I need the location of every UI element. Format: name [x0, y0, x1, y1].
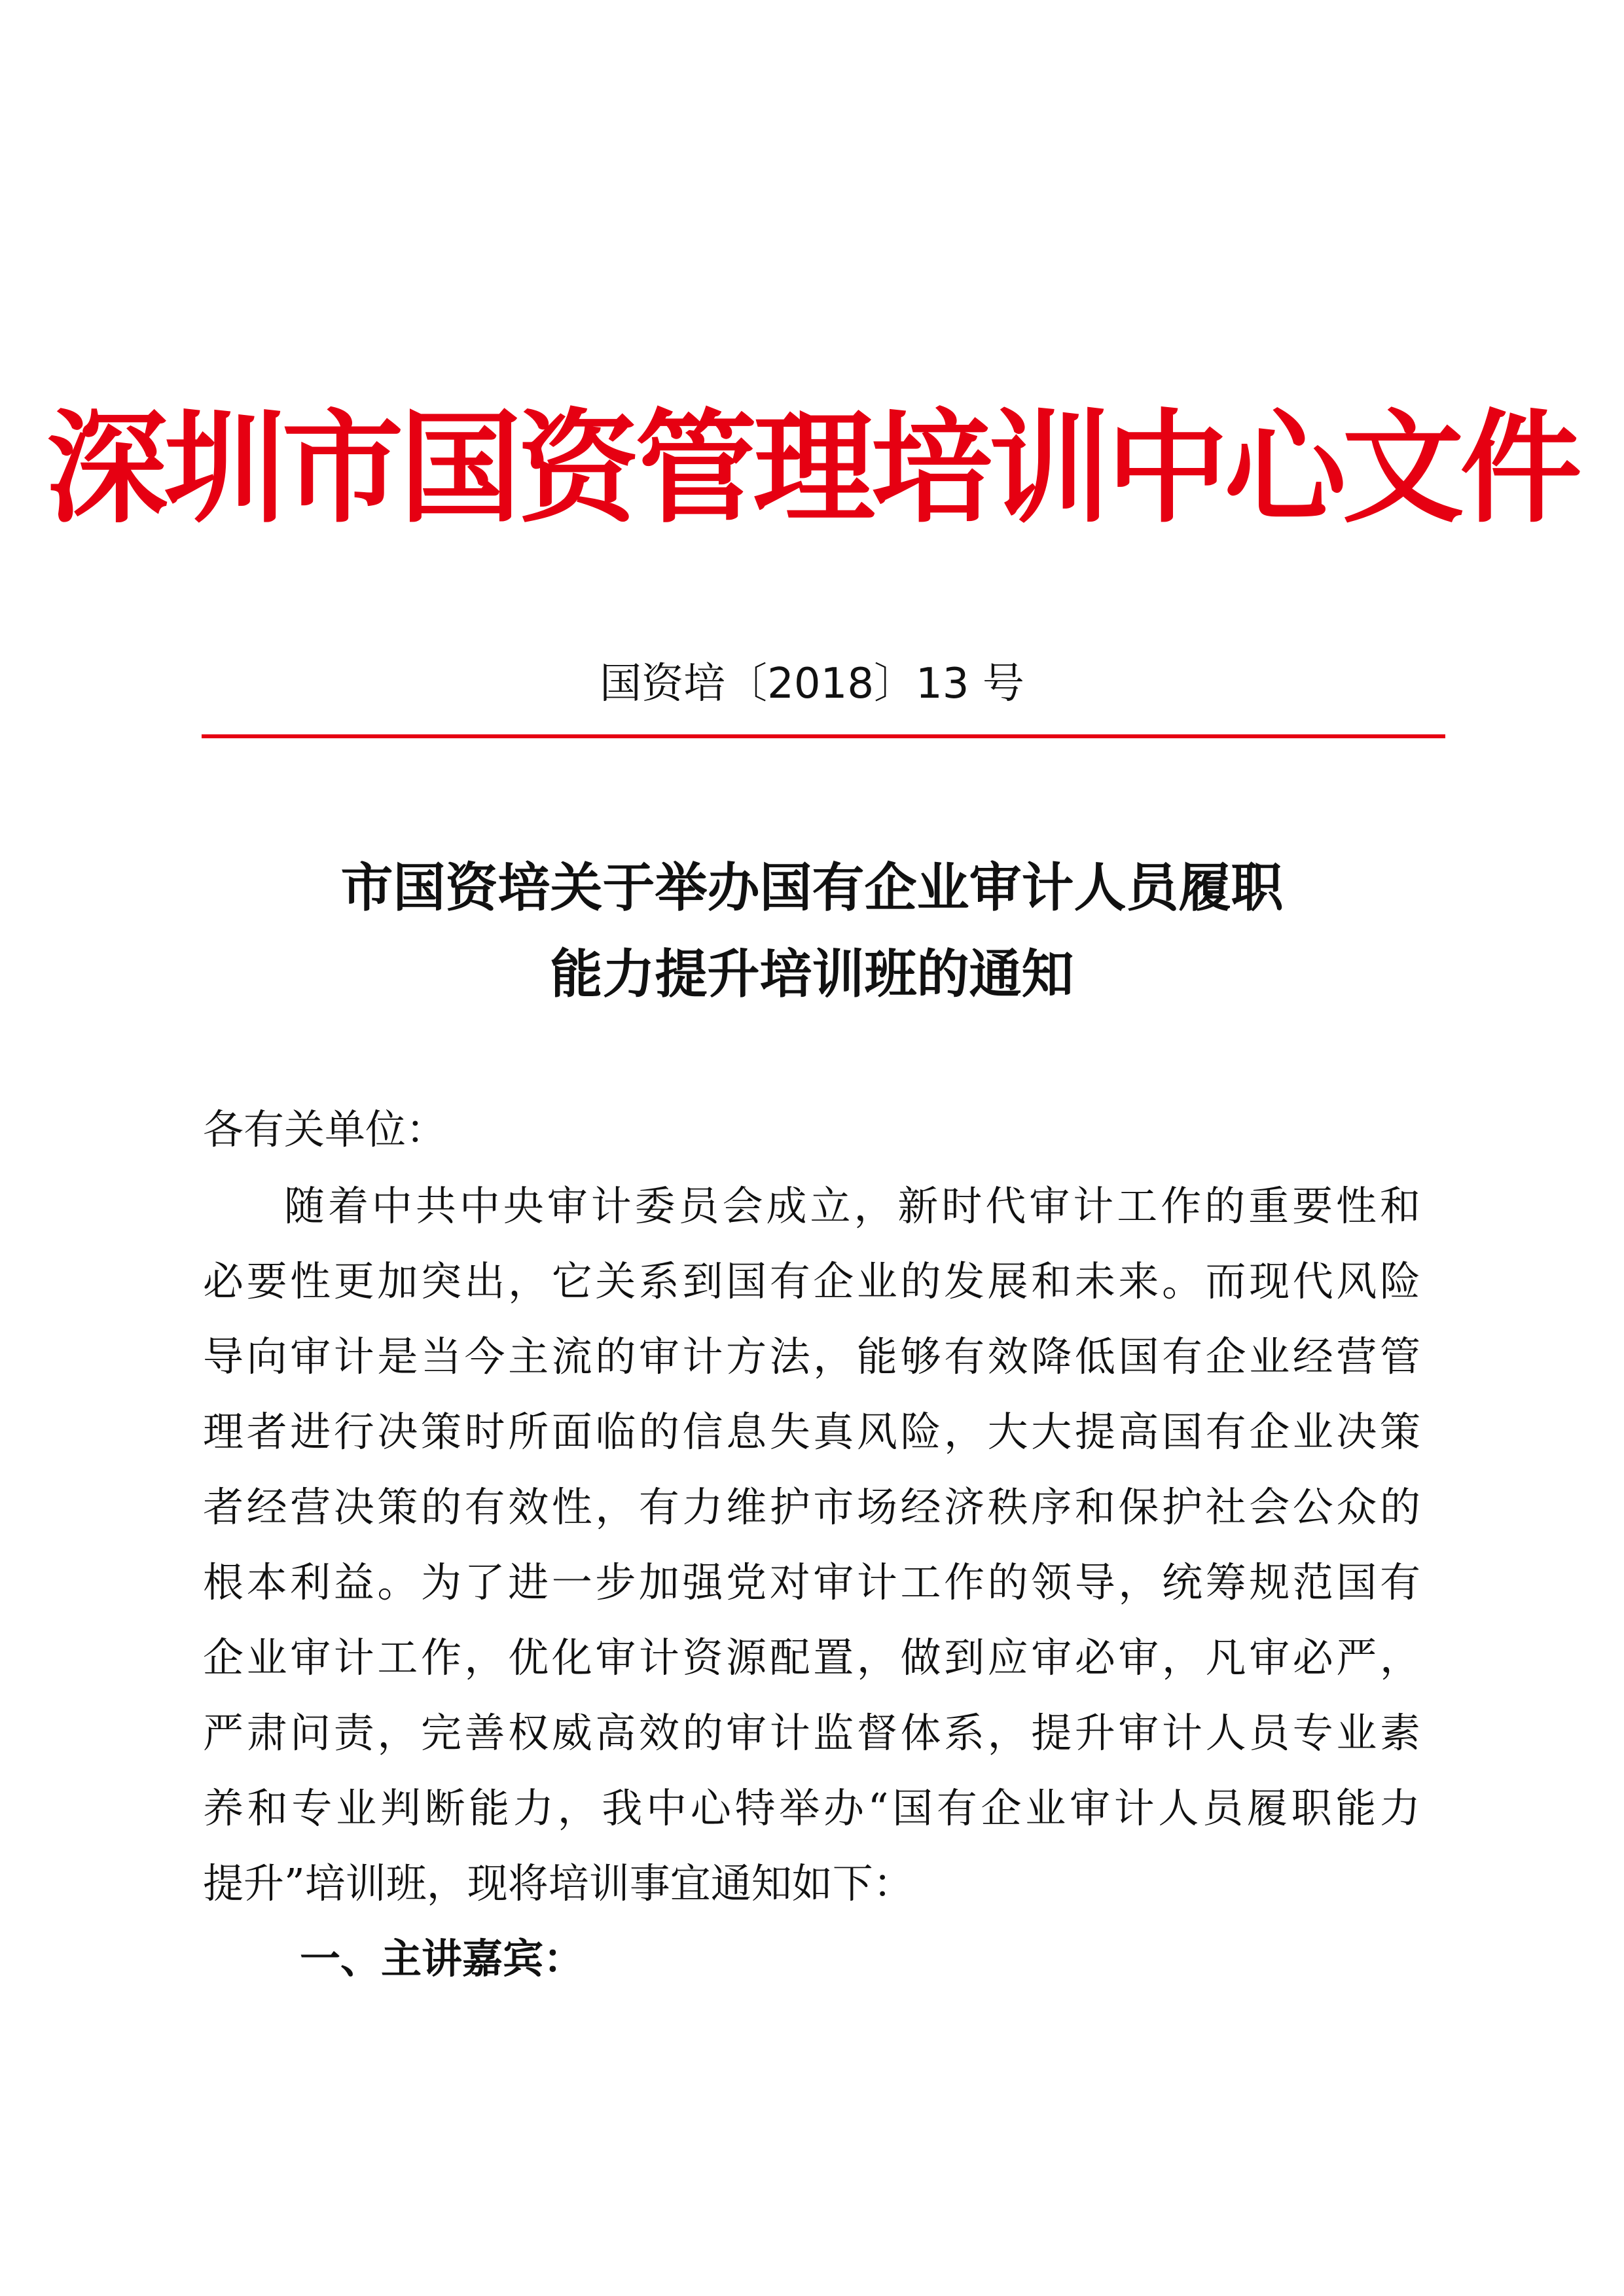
paragraph-line: 严肃问责，完善权威高效的审计监督体系，提升审计人员专业素 — [203, 1709, 1420, 1757]
section-heading-speakers: 一、主讲嘉宾： — [300, 1935, 585, 1982]
intro-paragraph — [203, 1168, 1420, 1921]
paragraph-line: 企业审计工作，优化审计资源配置，做到应审必审，凡审必严， — [203, 1634, 1420, 1681]
paragraph-line: 者经营决策的有效性，有力维护市场经济秩序和保护社会公众的 — [203, 1483, 1420, 1531]
organization-letterhead-title: 深圳市国资管理培训中心文件 — [46, 396, 1578, 539]
letterhead-divider-line — [202, 734, 1445, 738]
notice-body — [203, 1092, 1420, 1996]
addressee: 各有关单位： — [203, 1105, 447, 1153]
paragraph-line: 随着中共中央审计委员会成立，新时代审计工作的重要性和 — [284, 1182, 1420, 1230]
paragraph-line: 理者进行决策时所面临的信息失真风险，大大提高国有企业决策 — [203, 1408, 1420, 1456]
paragraph-line: 根本利益。为了进一步加强党对审计工作的领导，统筹规范国有 — [203, 1558, 1420, 1606]
paragraph-line: 养和专业判断能力，我中心特举办“国有企业审计人员履职能力 — [203, 1784, 1420, 1832]
notice-title — [0, 844, 1624, 1017]
paragraph-line: 提升”培训班，现将培训事宜通知如下： — [203, 1859, 914, 1907]
paragraph-line: 导向审计是当今主流的审计方法，能够有效降低国有企业经营管 — [203, 1333, 1420, 1380]
paragraph-line: 必要性更加突出，它关系到国有企业的发展和未来。而现代风险 — [203, 1257, 1420, 1305]
document-number: 国资培〔2018〕13 号 — [600, 660, 1024, 708]
notice-title-line: 能力提升培训班的通知 — [550, 943, 1074, 1005]
notice-title-line: 市国资培关于举办国有企业审计人员履职 — [340, 857, 1284, 918]
